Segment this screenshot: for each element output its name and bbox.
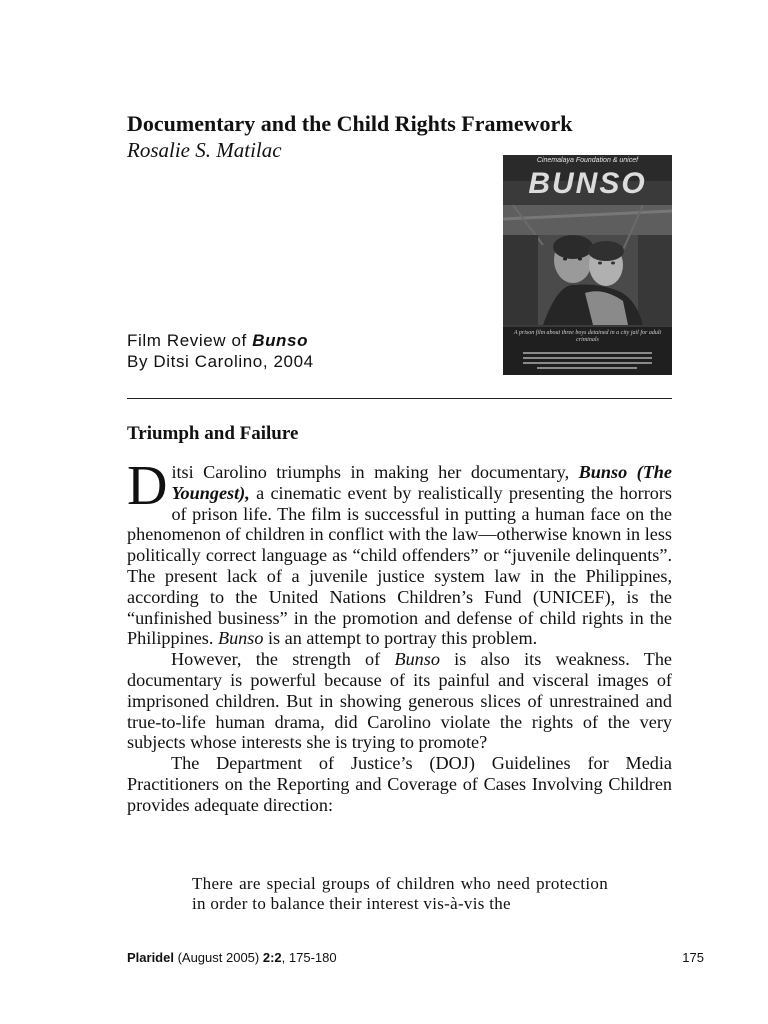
review-line-2: By Ditsi Carolino, 2004 — [127, 352, 314, 371]
poster-tagline: A prison film about three boys detained in a city jail for adult criminals — [513, 330, 662, 343]
poster-photo — [503, 205, 672, 325]
drop-cap: D — [127, 455, 168, 517]
paragraph-2: However, the strength of Bunso is also its weakness. The documentary is powerful because of its painful and visceral images of imprisoned children. But in showing generous slices of unrestrained and true-to-life human drama, did Carolino violate the rights of the very subjects whose interests she is trying to promote? — [127, 649, 672, 753]
page-number: 175 — [682, 950, 704, 965]
poster-sponsor: Cinemalaya Foundation & unicef — [536, 157, 639, 164]
film-review-info — [127, 330, 314, 372]
footer-citation: Plaridel (August 2005) 2:2, 175-180 — [127, 950, 337, 965]
film-name: Bunso — [252, 331, 309, 350]
paragraph-1: Ditsi Carolino triumphs in making her documentary, Bunso (The Youngest), a cinematic event by realistically presenting the horrors of prison life. The film is successful in putting a human face on the phenomenon of children in conflict with the law—otherwise known in less politically correct language as “child offenders” or “juvenile delinquents”. The present lack of a juvenile justice system law in the Philippines, according to the United Nations Children’s Fund (UNICEF), is the “unfinished business” in the promotion and defense of child rights in the Philippines. Bunso is an attempt to portray this problem. — [127, 455, 672, 649]
poster-title: BUNSO — [528, 167, 647, 200]
article-body — [127, 455, 672, 816]
block-quote: There are special groups of children who need protection in order to balance their interest vis-à-vis the — [192, 874, 608, 913]
article-author: Rosalie S. Matilac — [127, 138, 282, 162]
film-poster — [503, 155, 672, 375]
paragraph-3: The Department of Justice’s (DOJ) Guidelines for Media Practitioners on the Reporting and Coverage of Cases Involving Children provides adequate direction: — [127, 753, 672, 815]
divider — [127, 398, 672, 399]
review-line-1: Film Review of Bunso — [127, 331, 309, 350]
article-title: Documentary and the Child Rights Framework — [127, 111, 573, 136]
section-heading: Triumph and Failure — [127, 423, 299, 444]
